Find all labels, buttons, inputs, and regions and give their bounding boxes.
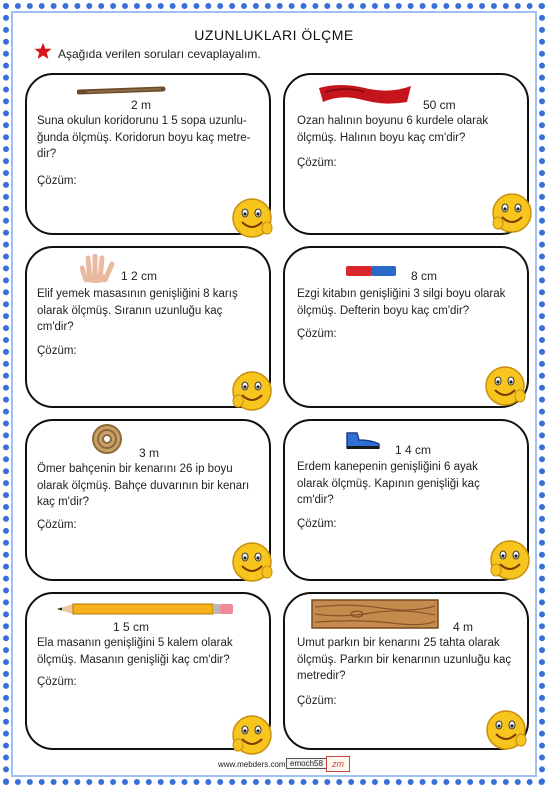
smiley-icon — [230, 540, 274, 584]
smiley-icon — [484, 708, 528, 752]
smiley-icon — [230, 713, 274, 757]
solution-label: Çözüm: — [297, 695, 337, 707]
solution-label: Çözüm: — [37, 676, 77, 688]
question-text: Erdem kanepenin genişliğini 6 ayak olarak ölçmüş. Kapının genişliği kaç cm'dir? — [297, 461, 480, 506]
solution-label: Çözüm: — [297, 328, 337, 340]
star-icon — [34, 42, 52, 60]
smiley-icon — [483, 364, 527, 408]
eraser-icon — [345, 264, 397, 278]
measure-label: 50 cm — [423, 98, 456, 112]
measure-label: 2 m — [131, 98, 152, 112]
footer-badge: emoch58 — [286, 758, 327, 769]
stick-icon — [77, 86, 167, 96]
smiley-icon — [230, 369, 274, 413]
solution-label: Çözüm: — [37, 175, 77, 187]
solution-label: Çözüm: — [37, 519, 77, 531]
smiley-icon — [230, 196, 274, 240]
question-text: Ozan halının boyunu 6 kurdele olarak ölçmüş. Halının boyu kaç cm'dir? — [297, 115, 489, 144]
pencil-icon — [55, 602, 235, 616]
measure-label: 1 5 cm — [113, 620, 150, 634]
shoe-icon — [343, 429, 383, 451]
footer-logo: zm — [326, 756, 350, 772]
solution-label: Çözüm: — [37, 345, 77, 357]
measure-label: 8 cm — [411, 269, 438, 283]
smiley-icon — [488, 538, 532, 582]
measure-label: 1 4 cm — [395, 443, 432, 457]
question-text: Umut parkın bir kenarını 25 tahta olarak ölçmüş. Parkın bir kenarının uzunluğu kaç metredir? — [297, 637, 512, 682]
rope-icon — [89, 423, 125, 455]
question-text: Ezgi kitabın genişliğini 3 silgi boyu olarak ölçmüş. Defterin boyu kaç cm'dir? — [297, 288, 506, 317]
plank-icon — [311, 599, 439, 629]
measure-label: 1 2 cm — [121, 269, 158, 283]
ribbon-icon — [315, 80, 415, 108]
question-text: Suna okulun koridorunu 1 5 sopa uzunlu- ğunda ölçmüş. Koridorun boyu kaç metre- dir? — [37, 115, 251, 160]
instruction: Aşağıda verilen soruları cevaplayalım. — [58, 47, 261, 61]
solution-label: Çözüm: — [297, 157, 337, 169]
measure-label: 4 m — [453, 620, 474, 634]
question-text: Elif yemek masasının genişliğini 8 karış olarak ölçmüş. Sıranın uzunluğu kaç cm'dir? — [37, 288, 238, 333]
hand-span-icon — [80, 254, 116, 284]
page-title: UZUNLUKLARI ÖLÇME — [194, 27, 354, 43]
footer-site-link[interactable]: www.mebders.com — [218, 760, 286, 769]
measure-label: 3 m — [139, 446, 160, 460]
solution-label: Çözüm: — [297, 518, 337, 530]
question-text: Ela masanın genişliğini 5 kalem olarak ölçmüş. Masanın genişliği kaç cm'dir? — [37, 637, 233, 666]
smiley-icon — [490, 191, 534, 235]
question-text: Ömer bahçenin bir kenarını 26 ip boyu olarak ölçmüş. Bahçe duvarının bir kenarı kaç m'dir? — [37, 463, 250, 508]
